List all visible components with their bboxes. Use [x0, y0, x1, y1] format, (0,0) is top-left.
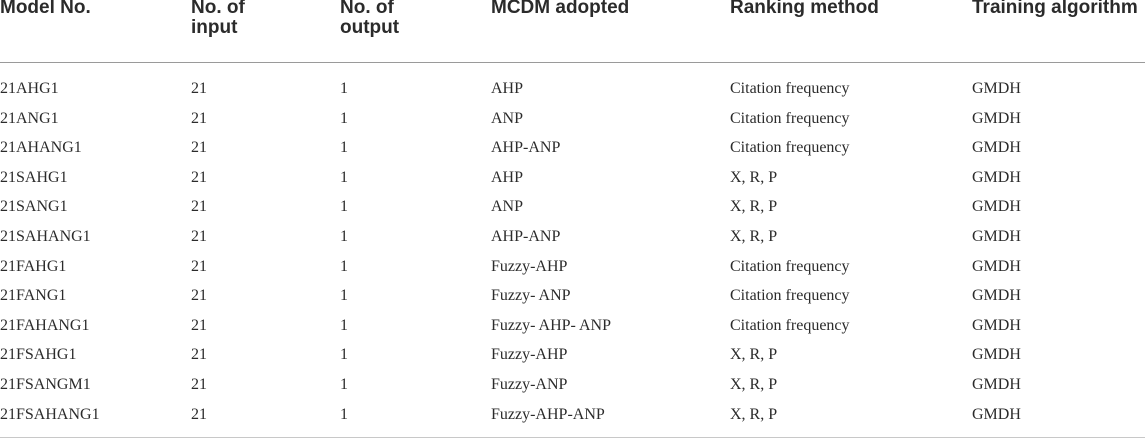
table-row	[0, 252, 1145, 282]
cell-no-of-input: 21	[191, 168, 207, 186]
header-no-of-input: No. of input	[191, 0, 245, 38]
cell-mcdm-adopted: Fuzzy- AHP- ANP	[491, 316, 612, 334]
cell-model-no: 21ANG1	[0, 109, 59, 127]
table-row	[0, 311, 1145, 341]
cell-no-of-input: 21	[191, 405, 207, 423]
cell-no-of-input: 21	[191, 287, 207, 305]
table-row	[0, 222, 1145, 252]
cell-no-of-input: 21	[191, 80, 207, 97]
cell-no-of-output: 1	[340, 198, 348, 216]
cell-no-of-output: 1	[340, 227, 348, 245]
cell-training-algorithm: GMDH	[972, 227, 1021, 245]
cell-no-of-output: 1	[340, 375, 348, 393]
table-row	[0, 163, 1145, 193]
table-bottom-rule	[0, 437, 1145, 438]
cell-model-no: 21SANG1	[0, 198, 68, 216]
table-body	[0, 74, 1145, 429]
cell-model-no: 21FANG1	[0, 287, 67, 305]
table-row	[0, 133, 1145, 163]
cell-model-no: 21SAHANG1	[0, 227, 91, 245]
header-training-algorithm: Training algorithm	[972, 0, 1138, 18]
cell-no-of-output: 1	[340, 257, 348, 275]
table-row	[0, 400, 1145, 430]
cell-no-of-input: 21	[191, 139, 207, 157]
cell-training-algorithm: GMDH	[972, 257, 1021, 275]
cell-training-algorithm: GMDH	[972, 139, 1021, 157]
table-row	[0, 74, 1145, 104]
cell-no-of-input: 21	[191, 375, 207, 393]
cell-ranking-method: Citation frequency	[730, 287, 850, 305]
cell-training-algorithm: GMDH	[972, 109, 1021, 127]
cell-mcdm-adopted: AHP	[491, 168, 524, 186]
header-mcdm-adopted: MCDM adopted	[491, 0, 630, 18]
cell-mcdm-adopted: Fuzzy-AHP-ANP	[491, 405, 605, 423]
cell-no-of-output: 1	[340, 405, 348, 423]
cell-training-algorithm: GMDH	[972, 287, 1021, 305]
cell-model-no: 21FSANGM1	[0, 375, 91, 393]
table-row	[0, 281, 1145, 311]
cell-no-of-output: 1	[340, 139, 348, 157]
cell-no-of-output: 1	[340, 316, 348, 334]
cell-mcdm-adopted: AHP-ANP	[491, 227, 561, 245]
cell-no-of-input: 21	[191, 346, 207, 364]
cell-no-of-input: 21	[191, 227, 207, 245]
cell-ranking-method: Citation frequency	[730, 109, 850, 127]
cell-training-algorithm: GMDH	[972, 405, 1021, 423]
cell-model-no: 21FSAHANG1	[0, 405, 100, 423]
cell-ranking-method: X, R, P	[730, 346, 778, 364]
cell-mcdm-adopted: ANP	[491, 198, 524, 216]
cell-model-no: 21FAHANG1	[0, 316, 90, 334]
cell-no-of-input: 21	[191, 257, 207, 275]
cell-mcdm-adopted: AHP-ANP	[491, 139, 561, 157]
table-row	[0, 340, 1145, 370]
cell-model-no: 21FAHG1	[0, 257, 67, 275]
header-ranking-method: Ranking method	[730, 0, 879, 18]
cell-training-algorithm: GMDH	[972, 198, 1021, 216]
table-header	[0, 0, 1145, 63]
cell-training-algorithm: GMDH	[972, 346, 1021, 364]
header-model-no: Model No.	[0, 0, 91, 18]
cell-mcdm-adopted: AHP	[491, 80, 524, 97]
cell-ranking-method: Citation frequency	[730, 139, 850, 157]
cell-model-no: 21FSAHG1	[0, 346, 77, 364]
cell-ranking-method: X, R, P	[730, 405, 778, 423]
cell-mcdm-adopted: Fuzzy-ANP	[491, 375, 568, 393]
cell-no-of-input: 21	[191, 198, 207, 216]
cell-training-algorithm: GMDH	[972, 375, 1021, 393]
cell-no-of-input: 21	[191, 316, 207, 334]
cell-no-of-output: 1	[340, 168, 348, 186]
cell-ranking-method: X, R, P	[730, 168, 778, 186]
cell-ranking-method: Citation frequency	[730, 80, 850, 97]
cell-model-no: 21SAHG1	[0, 168, 68, 186]
cell-no-of-output: 1	[340, 109, 348, 127]
cell-training-algorithm: GMDH	[972, 168, 1021, 186]
cell-no-of-output: 1	[340, 346, 348, 364]
table-row	[0, 192, 1145, 222]
cell-training-algorithm: GMDH	[972, 80, 1021, 97]
cell-ranking-method: Citation frequency	[730, 316, 850, 334]
cell-ranking-method: Citation frequency	[730, 257, 850, 275]
cell-no-of-output: 1	[340, 287, 348, 305]
cell-no-of-input: 21	[191, 109, 207, 127]
cell-training-algorithm: GMDH	[972, 316, 1021, 334]
cell-mcdm-adopted: Fuzzy-AHP	[491, 346, 568, 364]
cell-ranking-method: X, R, P	[730, 375, 778, 393]
cell-mcdm-adopted: Fuzzy-AHP	[491, 257, 568, 275]
header-no-of-output: No. of output	[340, 0, 400, 38]
cell-model-no: 21AHG1	[0, 80, 59, 97]
table-row	[0, 104, 1145, 134]
cell-no-of-output: 1	[340, 80, 348, 97]
cell-mcdm-adopted: ANP	[491, 109, 524, 127]
cell-model-no: 21AHANG1	[0, 139, 82, 157]
table-row	[0, 370, 1145, 400]
cell-mcdm-adopted: Fuzzy- ANP	[491, 287, 571, 305]
cell-ranking-method: X, R, P	[730, 198, 778, 216]
cell-ranking-method: X, R, P	[730, 227, 778, 245]
